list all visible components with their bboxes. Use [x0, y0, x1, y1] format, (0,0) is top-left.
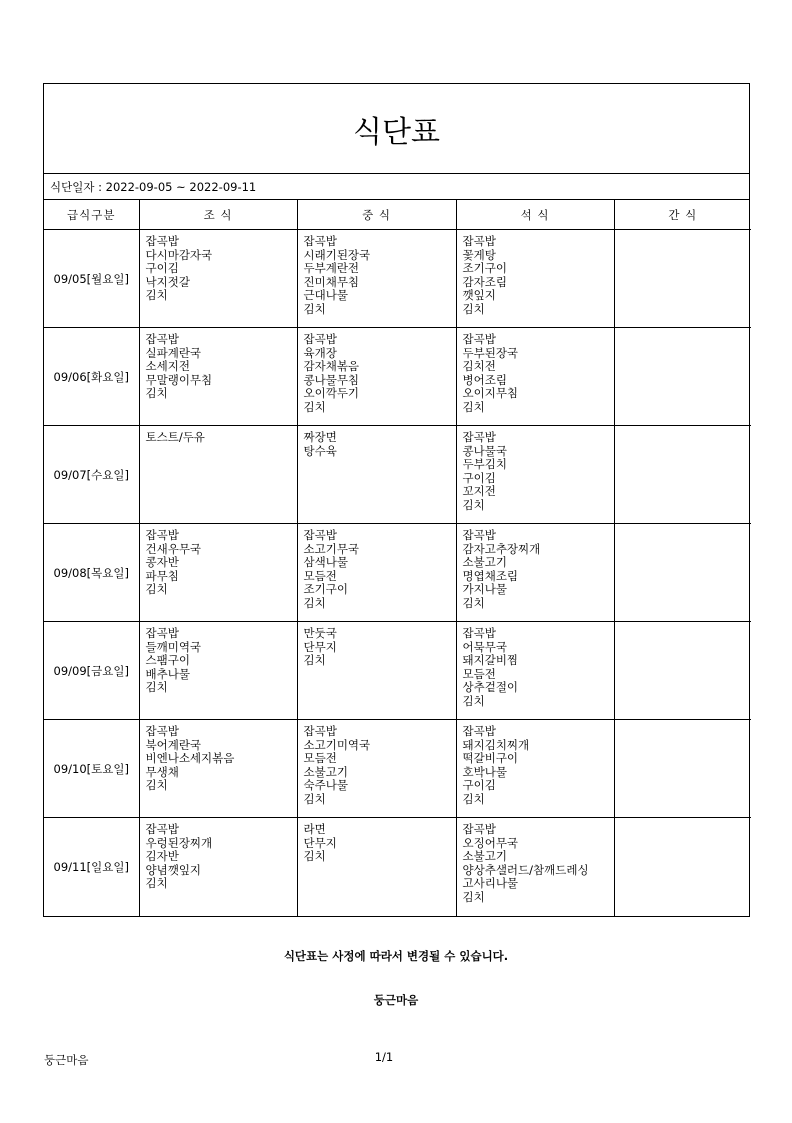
day-label: 09/08[목요일]	[44, 524, 139, 622]
lunch-cell	[297, 328, 456, 426]
menu-item: 오징어무국	[462, 835, 519, 850]
day-label: 09/11[일요일]	[44, 818, 139, 916]
menu-body	[44, 230, 751, 916]
change-notice: 식단표는 사정에 따라서 변경될 수 있습니다.	[283, 949, 509, 963]
menu-item: 병어조림	[462, 372, 507, 387]
lunch-cell	[297, 622, 456, 720]
menu-item: 잡곡밥	[145, 528, 179, 542]
menu-item: 시래기된장국	[303, 247, 371, 262]
day-label: 09/06[화요일]	[44, 328, 139, 426]
menu-item: 김치	[462, 301, 485, 316]
dinner-cell	[456, 328, 614, 426]
menu-item: 실파계란국	[145, 345, 202, 360]
menu-item: 잡곡밥	[462, 234, 496, 248]
breakfast-cell	[139, 524, 297, 622]
dinner-cell	[456, 622, 614, 720]
menu-item: 깻잎지	[462, 288, 496, 302]
table-row	[44, 622, 751, 720]
breakfast-cell	[139, 426, 297, 524]
menu-item: 짜장면	[303, 430, 337, 444]
menu-item: 북어계란국	[145, 737, 202, 752]
breakfast-cell	[139, 328, 297, 426]
menu-item: 잡곡밥	[145, 822, 179, 836]
menu-item: 김자반	[145, 849, 179, 863]
dinner-cell	[456, 524, 614, 622]
menu-item: 호박나물	[462, 764, 507, 779]
table-row	[44, 818, 751, 916]
menu-item: 조기구이	[462, 261, 507, 275]
menu-item: 잡곡밥	[462, 430, 496, 444]
menu-item: 김치	[145, 386, 168, 400]
menu-item: 김치	[462, 595, 485, 610]
menu-item: 잡곡밥	[145, 626, 179, 640]
menu-item: 건새우무국	[145, 541, 202, 556]
menu-item: 잡곡밥	[303, 234, 337, 248]
menu-item: 잡곡밥	[303, 724, 337, 738]
footer-organization: 둥근마음	[44, 1053, 89, 1067]
snack-cell	[614, 426, 751, 524]
menu-item: 구이김	[462, 470, 496, 485]
dinner-cell	[456, 818, 614, 916]
snack-cell	[614, 328, 751, 426]
menu-item: 다시마감자국	[145, 247, 213, 262]
menu-item: 떡갈비구이	[462, 751, 519, 765]
menu-item: 스팸구이	[145, 653, 190, 667]
header-meal-category: 급식구분	[44, 200, 139, 230]
breakfast-cell	[139, 818, 297, 916]
menu-item: 잡곡밥	[145, 724, 179, 738]
snack-cell	[614, 230, 751, 328]
lunch-cell	[297, 720, 456, 818]
table-row	[44, 720, 751, 818]
menu-item: 돼지갈비찜	[462, 653, 519, 667]
menu-item: 상추겉절이	[462, 680, 519, 694]
menu-item: 숙주나물	[303, 778, 348, 792]
menu-item: 잡곡밥	[462, 724, 496, 738]
header-dinner: 석 식	[456, 200, 614, 230]
lunch-cell	[297, 230, 456, 328]
menu-item: 소불고기	[303, 764, 348, 779]
menu-item: 김치	[303, 849, 326, 863]
menu-item: 잡곡밥	[462, 626, 496, 640]
breakfast-cell	[139, 720, 297, 818]
table-row	[44, 328, 751, 426]
menu-item: 무생채	[145, 764, 179, 779]
menu-item: 단무지	[303, 639, 337, 654]
menu-item: 소고기미역국	[303, 737, 371, 752]
menu-item: 감자채볶음	[303, 359, 360, 373]
menu-item: 김치	[462, 889, 485, 904]
menu-item: 김치	[145, 778, 168, 792]
breakfast-cell	[139, 622, 297, 720]
dinner-cell	[456, 426, 614, 524]
menu-item: 잡곡밥	[462, 528, 496, 542]
menu-item: 양상추샐러드/참깨드레싱	[462, 862, 589, 877]
menu-item: 탕수육	[303, 443, 337, 458]
menu-item: 무말랭이무침	[145, 372, 213, 387]
menu-item: 모듬전	[303, 568, 337, 583]
menu-item: 가지나물	[462, 582, 507, 596]
menu-item: 김치	[303, 791, 326, 806]
lunch-cell	[297, 524, 456, 622]
header-lunch: 중 식	[297, 200, 456, 230]
menu-item: 김치	[145, 582, 168, 596]
menu-item: 오이깍두기	[303, 386, 360, 400]
menu-item: 잡곡밥	[462, 822, 496, 836]
menu-item: 소세지전	[145, 359, 190, 373]
menu-item: 구이김	[462, 778, 496, 792]
page-number: 1/1	[374, 1050, 394, 1064]
menu-table	[44, 200, 751, 916]
menu-item: 두부계란전	[303, 261, 360, 275]
date-range: 식단일자 : 2022-09-05 ~ 2022-09-11	[44, 174, 749, 200]
menu-item: 김치	[145, 288, 168, 302]
table-row	[44, 524, 751, 622]
menu-item: 김치	[145, 680, 168, 694]
breakfast-cell	[139, 230, 297, 328]
menu-item: 콩자반	[145, 555, 179, 569]
menu-item: 꼬지전	[462, 484, 496, 498]
menu-item: 소불고기	[462, 849, 507, 863]
header-snack: 간 식	[614, 200, 751, 230]
snack-cell	[614, 622, 751, 720]
menu-item: 양념깻잎지	[145, 862, 202, 877]
menu-item: 잡곡밥	[303, 332, 337, 346]
menu-item: 라면	[303, 822, 326, 836]
lunch-cell	[297, 818, 456, 916]
day-label: 09/07[수요일]	[44, 426, 139, 524]
menu-item: 잡곡밥	[145, 332, 179, 346]
day-label: 09/10[토요일]	[44, 720, 139, 818]
menu-item: 김치	[462, 399, 485, 414]
menu-item: 소불고기	[462, 555, 507, 569]
header-breakfast: 조 식	[139, 200, 297, 230]
menu-item: 육개장	[303, 345, 337, 360]
menu-item: 감자조림	[462, 274, 507, 289]
menu-item: 김치전	[462, 359, 496, 373]
menu-item: 돼지김치찌개	[462, 737, 530, 752]
menu-item: 파무침	[145, 568, 179, 583]
menu-item: 배추나물	[145, 666, 190, 681]
dinner-cell	[456, 230, 614, 328]
menu-item: 김치	[145, 876, 168, 890]
menu-item: 구이김	[145, 261, 179, 275]
menu-item: 두부김치	[462, 457, 507, 471]
menu-item: 잡곡밥	[145, 234, 179, 248]
menu-item: 우렁된장찌개	[145, 835, 213, 850]
menu-item: 꽃게탕	[462, 247, 496, 262]
menu-item: 김치	[303, 653, 326, 667]
menu-item: 콩나물국	[462, 443, 507, 458]
menu-item: 잡곡밥	[462, 332, 496, 346]
menu-item: 비엔나소세지볶음	[145, 751, 235, 765]
menu-item: 진미채무침	[303, 274, 360, 289]
menu-item: 모듬전	[303, 751, 337, 765]
menu-item: 소고기무국	[303, 541, 360, 556]
table-row	[44, 426, 751, 524]
table-header-row	[44, 200, 751, 230]
snack-cell	[614, 524, 751, 622]
menu-item: 모듬전	[462, 666, 496, 681]
snack-cell	[614, 720, 751, 818]
menu-item: 두부된장국	[462, 345, 519, 360]
menu-item: 김치	[462, 693, 485, 708]
page-title: 식단표	[44, 84, 749, 174]
menu-item: 단무지	[303, 835, 337, 850]
menu-item: 들깨미역국	[145, 639, 202, 654]
lunch-cell	[297, 426, 456, 524]
menu-item: 명엽채조림	[462, 568, 519, 583]
menu-item: 삼색나물	[303, 555, 348, 569]
menu-item: 김치	[462, 497, 485, 512]
menu-item: 감자고추장찌개	[462, 541, 541, 556]
menu-sheet	[43, 83, 750, 917]
menu-item: 잡곡밥	[303, 528, 337, 542]
dinner-cell	[456, 720, 614, 818]
menu-item: 김치	[303, 595, 326, 610]
day-label: 09/05[월요일]	[44, 230, 139, 328]
menu-item: 콩나물무침	[303, 372, 360, 387]
day-label: 09/09[금요일]	[44, 622, 139, 720]
snack-cell	[614, 818, 751, 916]
menu-item: 어묵무국	[462, 639, 507, 654]
menu-item: 토스트/두유	[145, 430, 205, 444]
menu-item: 김치	[303, 301, 326, 316]
menu-item: 근대나물	[303, 288, 348, 302]
table-row	[44, 230, 751, 328]
menu-item: 김치	[462, 791, 485, 806]
menu-item: 낙지젓갈	[145, 274, 190, 289]
menu-item: 만둣국	[303, 626, 337, 640]
menu-item: 조기구이	[303, 582, 348, 596]
menu-item: 김치	[303, 399, 326, 414]
menu-item: 고사리나물	[462, 876, 519, 890]
menu-item: 오이지무침	[462, 386, 519, 400]
organization-name: 둥근마음	[373, 993, 419, 1007]
